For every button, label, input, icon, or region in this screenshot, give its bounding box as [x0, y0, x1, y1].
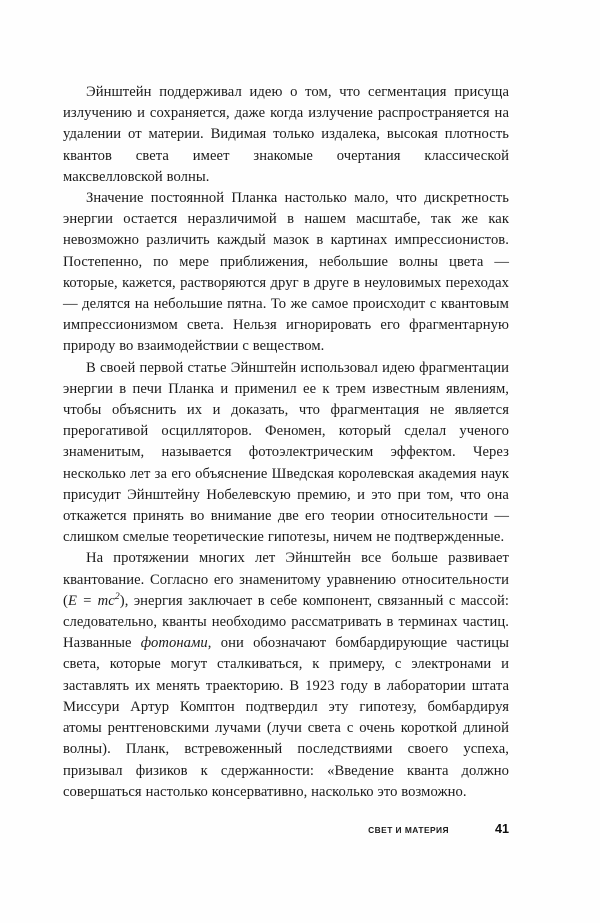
formula-base: E = mc — [67, 592, 115, 609]
formula-superscript: 2 — [114, 591, 120, 603]
mass-energy-formula — [68, 593, 120, 609]
paragraph-4-segment-text-3: , они обозначают бомбардирующие частицы света, которые могут сталкиваться, к примеру, с электронами и заставлять их менять траекторию. В 1923 году в лаборатории штата Миссури Артур Комптон подтвердил эту гипотезу, бомбардируя атомы рентгеновскими лучами (лучи света с очень короткой длиной волны). Планк, встревоженный последствиями своего успеха, призывал физиков к сдержанности: «Введение кванта должно совершаться настолько консервативно, насколько это возможно. — [63, 635, 509, 800]
page-footer — [63, 824, 509, 840]
running-head: СВЕТ И МАТЕРИЯ — [368, 825, 449, 835]
text-column — [63, 82, 509, 803]
page-number: 41 — [494, 822, 509, 836]
paragraph-4 — [63, 548, 509, 802]
paragraph-2: Значение постоянной Планка настолько мало, что дискретность энергии остается неразличимой в нашем масштабе, так же как невозможно различить каждый мазок в картинах импрессионистов. Постепенно, по мере приближения, небольшие волны цвета — которые, кажется, растворяются друг в друге в неуловимых переходах — делятся на небольшие пятна. То же самое происходит с квантовым импрессионизмом света. Нельзя игнорировать его фрагментарную природу во взаимодействии с веществом. — [63, 190, 509, 355]
paragraph-1: Эйнштейн поддерживал идею о том, что сегментация присуща излучению и сохраняется, даже когда излучение распространяется на удалении от материи. Видимая только издалека, высокая плотность квантов света имеет знакомые очертания классической максвелловской волны. — [63, 84, 509, 185]
paragraph-3: В своей первой статье Эйнштейн использовал идею фрагментации энергии в печи Планка и применил ее к трем известным явлениям, чтобы объяснить их и доказать, что фрагментация не является прерогативой осцилляторов. Феномен, который сделал ученого знаменитым, называется фотоэлектрическим эффектом. Через несколько лет за его объяснение Шведская королевская академия наук присудит Эйнштейну Нобелевскую премию, и это при том, что она откажется принять во внимание две его теории относительности — слишком смелые теоретические гипотезы, ничем не подтвержденные. — [63, 359, 509, 546]
paragraph-4-segment-text-1: На протяжении многих лет Эйнштейн все больше развивает квантование. Согласно его знаменитому уравнению относительности ( — [63, 550, 509, 609]
paragraph-4-segment-text-2: ), энергия заключает в себе компонент, связанный с массой: следовательно, кванты необходимо рассматривать в терминах частиц. Названные — [63, 592, 509, 652]
emphasis-photons: фотонами — [140, 635, 208, 652]
